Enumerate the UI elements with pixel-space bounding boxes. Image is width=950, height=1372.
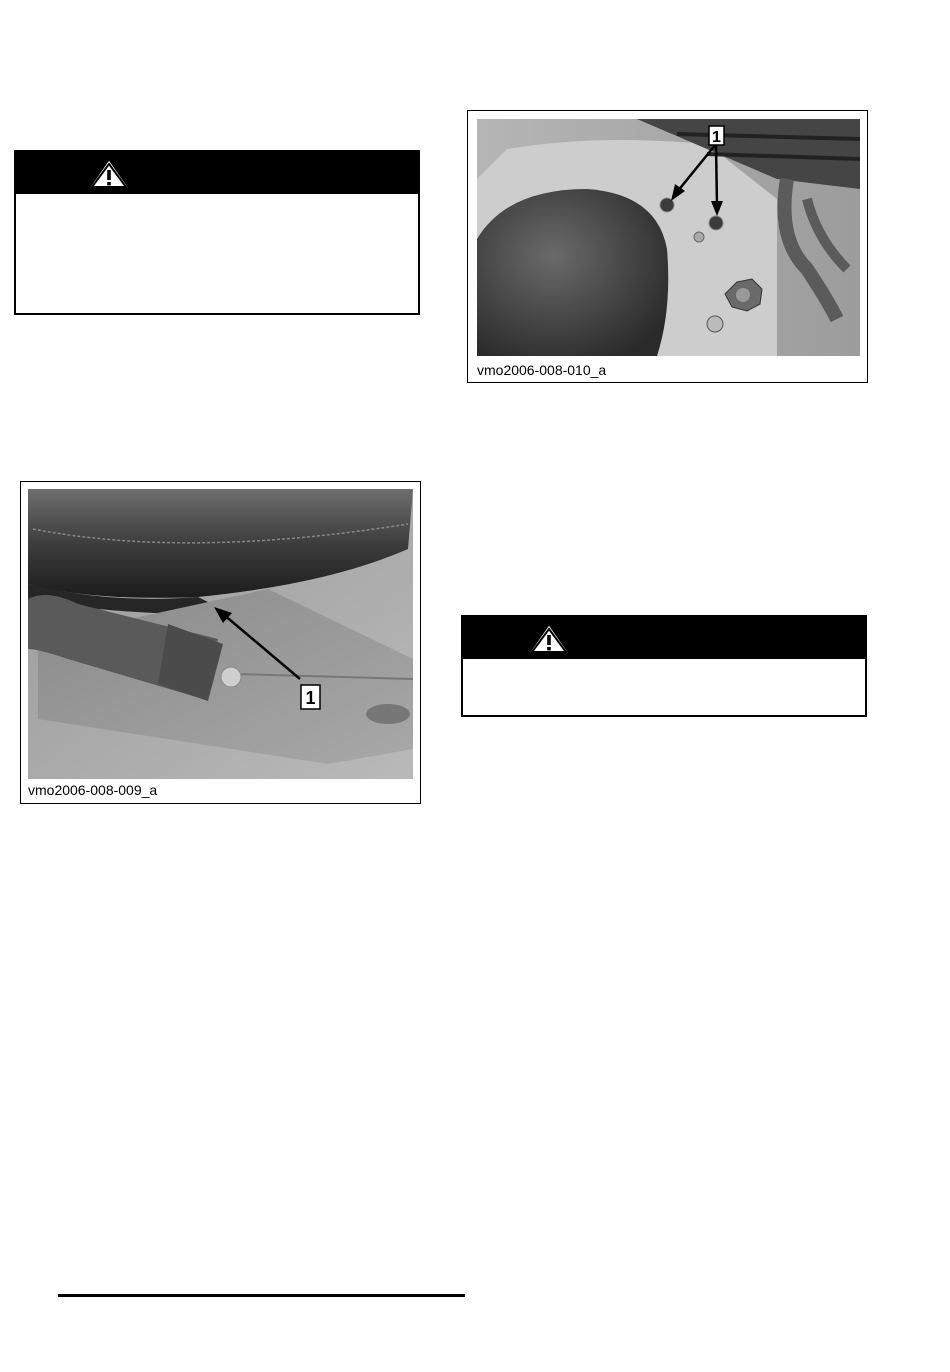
warning-header: [16, 152, 418, 194]
figure-seat-posts: [467, 110, 868, 383]
warning-header: [463, 617, 865, 659]
warning-box-1: [14, 150, 420, 315]
photo-seat-latch: [28, 489, 413, 779]
figure-caption: vmo2006-008-010_a: [477, 362, 607, 378]
callout-label: 1: [712, 129, 721, 146]
photo-seat-posts: [477, 119, 860, 356]
warning-triangle-icon: [83, 156, 135, 192]
figure-seat-latch: [20, 481, 421, 804]
figure-caption: vmo2006-008-009_a: [28, 782, 158, 798]
warning-box-2: [461, 615, 867, 717]
callout-label: 1: [305, 688, 316, 708]
footer-rule: [58, 1294, 465, 1297]
warning-triangle-icon: [523, 621, 575, 657]
